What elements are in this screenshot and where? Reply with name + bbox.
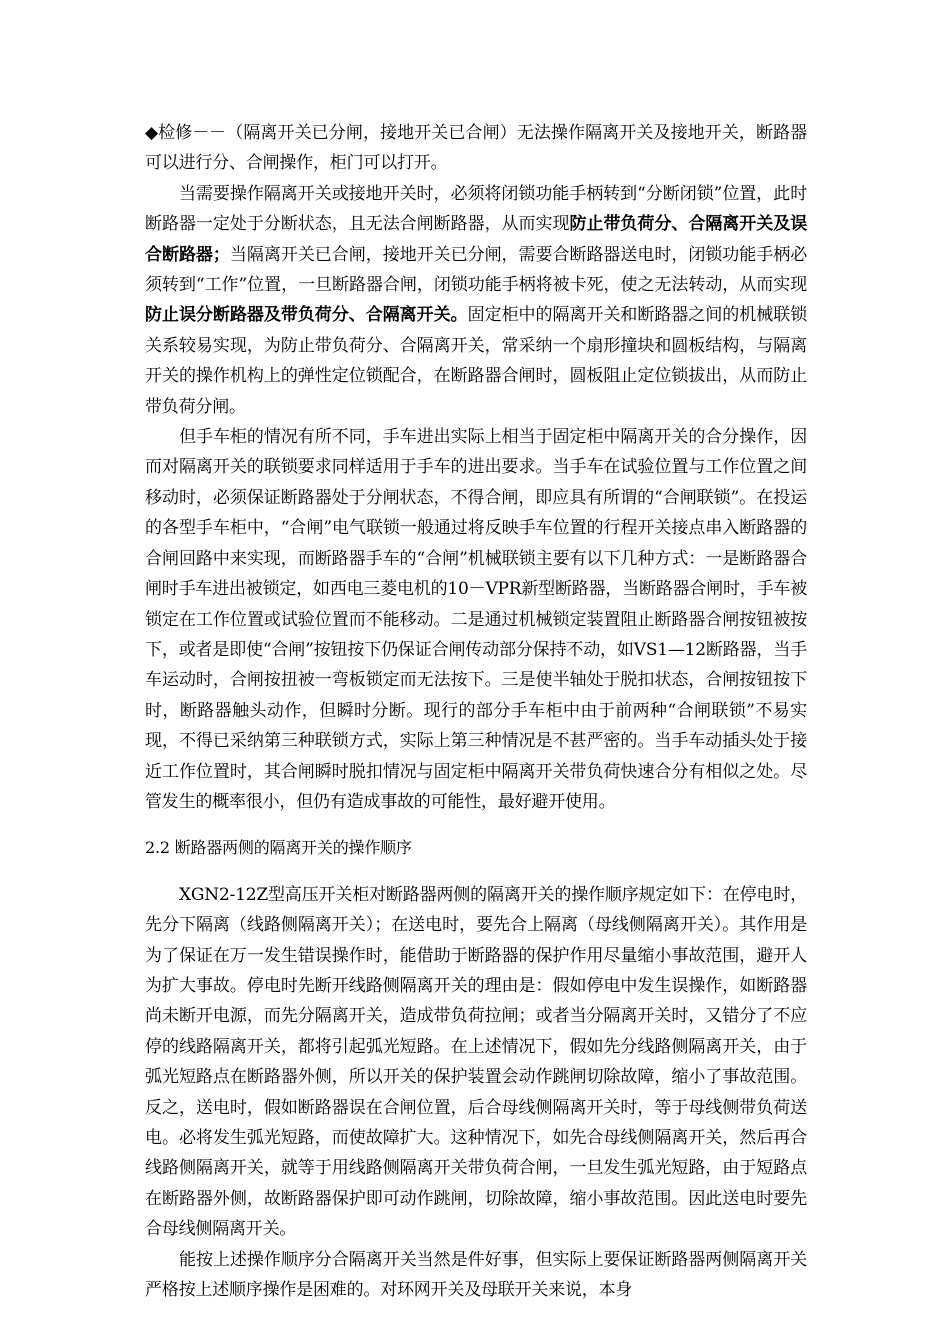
document-page	[145, 118, 807, 1305]
text-run: 当需要操作隔离开关或接地开关时，必须将闭锁功能手柄转到“分断闭锁”位置，此时断路器一定处于分断状态，且无法合闸断路器，从而实现	[145, 183, 807, 235]
text-run: 当隔离开关已合闸，接地开关已分闸，需要合断路器送电时，闭锁功能手柄必须转到“工作”位置，一旦断路器合闸，闭锁功能手柄将被卡死，使之无法转动，从而实现	[145, 244, 807, 296]
bold-phrase: 防止误分断路器及带负荷分、合隔离开关。	[145, 305, 468, 326]
section-heading: 2.2 断路器两侧的隔离开关的操作顺序	[145, 838, 412, 858]
paragraph-operation-order: XGN2-12Z型高压开关柜对断路器两侧的隔离开关的操作顺序规定如下：在停电时，先分下隔离（线路侧隔离开关）；在送电时，要先合上隔离（母线侧隔离开关）。其作用是为了保证在万一发生错误操作时，能借助于断路器的保护作用尽量缩小事故范围，避开人为扩大事故。停电时先断开线路侧隔离开关的理由是：假如停电中发生误操作，如断路器尚未断开电源，而先分隔离开关，造成带负荷拉闸；或者当分隔离开关时，又错分了不应停的线路隔离开关，都将引起弧光短路。在上述情况下，假如先分线路侧隔离开关，由于弧光短路点在断路器外侧，所以开关的保护装置会动作跳闸切除故障，缩小了事故范围。反之，送电时，假如断路器误在合闸位置，后合母线侧隔离开关时，等于母线侧带负荷送电。必将发生弧光短路，而使故障扩大。这种情况下，如先合母线侧隔离开关，然后再合线路侧隔离开关，就等于用线路侧隔离开关带负荷合闸，一旦发生弧光短路，由于短路点在断路器外侧，故断路器保护即可动作跳闸，切除故障，缩小事故范围。因此送电时要先合母线侧隔离开关。	[145, 884, 807, 1240]
text-run: 固定柜中的隔离开关和断路器之间的机械联锁关系较易实现，为防止带负荷分、合隔离开关，常采纳一个扇形撞块和圆板结构，与隔离开关的操作机构上的弹性定位锁配合，在断路器合闸时，圆板阻止定位锁拔出，从而防止带负荷分闸。	[145, 305, 808, 417]
bold-phrase: 防止带负荷分、合隔离开关及误合断路器；	[145, 214, 808, 265]
paragraph-interlock-handle	[145, 179, 807, 422]
paragraph-maintenance-mode: ◆检修－－（隔离开关已分闸，接地开关已合闸）无法操作隔离开关及接地开关，断路器可以进行分、合闸操作，柜门可以打开。	[145, 123, 807, 174]
paragraph-handcart: 但手车柜的情况有所不同，手车进出实际上相当于固定柜中隔离开关的合分操作，因而对隔离开关的联锁要求同样适用于手车的进出要求。当手车在试验位置与工作位置之间移动时，必须保证断路器处于分闸状态，不得合闸，即应具有所谓的“合闸联锁”。在投运的各型手车柜中，“合闸”电气联锁一般通过将反映手车位置的行程开关接点串入断路器的合闸回路中来实现，而断路器手车的“合闸”机械联锁主要有以下几种方式：一是断路器合闸时手车进出被锁定，如西电三菱电机的10－VPR新型断路器，当断路器合闸时，手车被锁定在工作位置或试验位置而不能移动。二是通过机械锁定装置阻止断路器合闸按钮被按下，或者是即使“合闸”按钮按下仍保证合闸传动部分保持不动，如VS1—12断路器，当手车运动时，合闸按扭被一弯板锁定而无法按下。三是使半轴处于脱扣状态，合闸按钮按下时，断路器触头动作，但瞬时分断。现行的部分手车柜中由于前两种“合闸联锁”不易实现，不得已采纳第三种联锁方式，实际上第三种情况是不甚严密的。当手车动插头处于接近工作位置时，其合闸瞬时脱扣情况与固定柜中隔离开关带负荷快速合分有相似之处。尽管发生的概率很小，但仍有造成事故的可能性，最好避开使用。	[145, 427, 807, 812]
paragraph-difficulty: 能按上述操作顺序分合隔离开关当然是件好事，但实际上要保证断路器两侧隔离开关严格按上述顺序操作是困难的。对环网开关及母联开关来说，本身	[145, 1249, 807, 1301]
